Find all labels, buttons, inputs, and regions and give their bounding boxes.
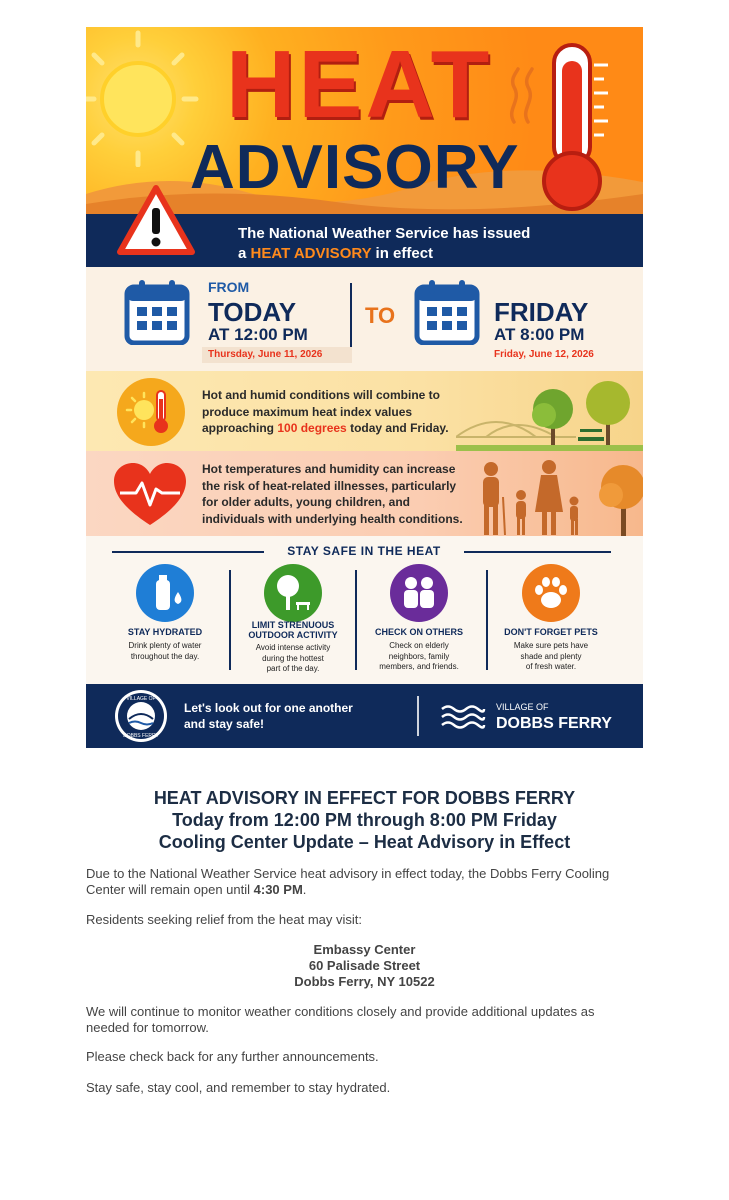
health-text-line: the risk of heat-related illnesses, particularly xyxy=(202,478,457,493)
article-heading-1: HEAT ADVISORY IN EFFECT FOR DOBBS FERRY xyxy=(153,788,576,808)
paragraph-stay-safe: Stay safe, stay cool, and remember to stay hydrated. xyxy=(86,1080,391,1095)
poster-footer xyxy=(86,684,643,748)
tip-title: STAY HYDRATED xyxy=(127,627,203,637)
address-street: 60 Palisade Street xyxy=(308,958,421,973)
stay-safe-section xyxy=(86,536,643,684)
start-date: Thursday, June 11, 2026 xyxy=(202,347,352,363)
paragraph-announcements: Please check back for any further announcements. xyxy=(86,1049,379,1064)
stay-safe-heading: STAY SAFE IN THE HEAT xyxy=(287,544,441,558)
footer-divider xyxy=(417,696,419,736)
from-label: FROM xyxy=(208,279,250,295)
tip-description: Drink plenty of water throughout the day. xyxy=(128,641,202,661)
end-date: Friday, June 12, 2026 xyxy=(494,349,594,360)
start-time: AT 12:00 PM xyxy=(208,325,308,344)
heart-pulse-icon xyxy=(114,463,186,527)
title-advisory: ADVISORY xyxy=(190,133,520,202)
advisory-banner xyxy=(86,214,643,267)
paw-print-icon xyxy=(522,564,580,622)
tip-title: LIMIT STRENUOUS OUTDOOR ACTIVITY xyxy=(248,620,338,640)
tip-description: Avoid intense activity during the hottest part of the day. xyxy=(255,643,331,673)
village-seal-logo xyxy=(114,689,168,743)
banner-text xyxy=(238,224,530,264)
article-heading-3: Cooling Center Update – Heat Advisory in Effect xyxy=(158,832,571,852)
heat-text-line: approaching 100 degrees today and Friday. xyxy=(202,421,449,435)
heat-advisory-poster xyxy=(86,27,643,748)
svg-text:VILLAGE OF: VILLAGE OF xyxy=(126,696,156,702)
warning-icon xyxy=(116,184,196,256)
sun-thermometer-icon xyxy=(116,377,186,447)
svg-text:DOBBS FERRY: DOBBS FERRY xyxy=(123,733,159,739)
paragraph-monitoring: We will continue to monitor weather conditions closely and provide additional updates as needed for tomorrow. xyxy=(86,1004,595,1035)
heat-text-line: produce maximum heat index values xyxy=(202,404,413,419)
heat-text-line: Hot and humid conditions will combine to xyxy=(202,388,440,402)
heat-index-row xyxy=(86,371,643,451)
water-bottle-icon xyxy=(136,564,194,622)
people-helping-icon xyxy=(390,564,448,622)
health-text-line: Hot temperatures and humidity can increase xyxy=(202,462,456,476)
paragraph-cooling-center: Due to the National Weather Service heat advisory in effect today, the Dobbs Ferry Cooling Center will remain open until 4:30 PM. xyxy=(86,866,610,897)
banner-highlight: HEAT ADVISORY xyxy=(250,245,372,262)
park-bridge-illustration xyxy=(456,377,643,451)
village-of-label: VILLAGE OF xyxy=(496,702,549,712)
section-rule xyxy=(112,551,264,553)
tip-description: Check on elderly neighbors, family members, and friends. xyxy=(379,641,459,671)
calendar-icon xyxy=(414,279,480,345)
date-divider xyxy=(350,283,352,347)
to-label: TO xyxy=(365,303,396,328)
family-silhouette-illustration xyxy=(471,457,643,536)
tree-bench-icon xyxy=(264,564,322,622)
tip-divider xyxy=(355,570,357,670)
end-day: FRIDAY xyxy=(494,297,589,327)
calendar-icon xyxy=(124,279,190,345)
tip-title: DON'T FORGET PETS xyxy=(504,627,598,637)
tip-divider xyxy=(486,570,488,670)
health-text-line: individuals with underlying health conditions. xyxy=(202,511,463,526)
health-risk-text xyxy=(202,461,463,527)
tip-title: CHECK ON OTHERS xyxy=(374,627,463,637)
village-name-label: DOBBS FERRY xyxy=(496,715,612,732)
banner-line-1: The National Weather Service has issued xyxy=(238,225,531,242)
end-time: AT 8:00 PM xyxy=(494,325,585,344)
address-block xyxy=(86,942,643,990)
address-name: Embassy Center xyxy=(313,942,416,957)
title-heat: HEAT xyxy=(226,31,493,138)
banner-line-2: a HEAT ADVISORY in effect xyxy=(238,245,434,262)
heat-index-text xyxy=(202,387,449,437)
thermometer-icon xyxy=(532,43,612,213)
article-heading-2: Today from 12:00 PM through 8:00 PM Friday xyxy=(172,810,557,830)
health-risk-row xyxy=(86,451,643,536)
waves-icon xyxy=(440,704,486,730)
tip-divider xyxy=(229,570,231,670)
closing-time: 4:30 PM xyxy=(253,882,303,897)
dates-section xyxy=(86,267,643,371)
heat-index-highlight: 100 degrees xyxy=(277,421,347,435)
address-city: Dobbs Ferry, NY 10522 xyxy=(294,974,435,989)
start-day: TODAY xyxy=(208,297,297,327)
paragraph-residents: Residents seeking relief from the heat may visit: xyxy=(86,912,363,927)
footer-message: Let's look out for one another and stay safe! xyxy=(184,701,353,731)
tip-description: Make sure pets have shade and plenty of fresh water. xyxy=(513,641,589,671)
section-rule xyxy=(464,551,611,553)
health-text-line: for older adults, young children, and xyxy=(202,495,411,509)
